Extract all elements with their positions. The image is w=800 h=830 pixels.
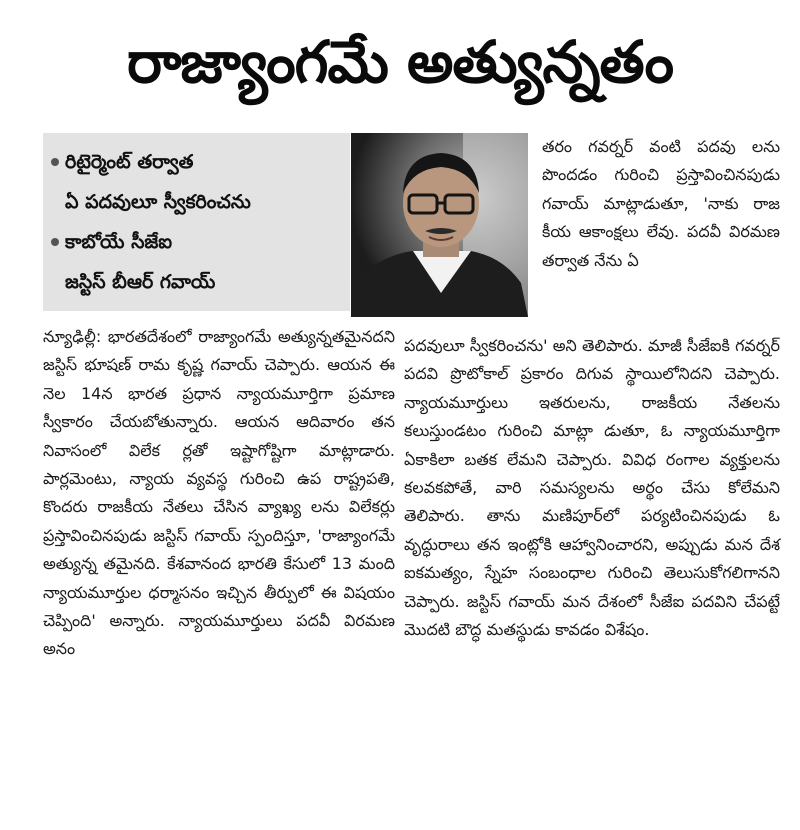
highlight-line: ఏ పదవులూ స్వీకరించను (65, 191, 251, 213)
bullet-icon (51, 158, 59, 166)
bullet-icon (51, 238, 59, 246)
headline: రాజ్యాంగమే అత్యున్నతం (126, 28, 674, 96)
highlight-line: కాబోయే సీజేఐ (65, 231, 173, 253)
article-paragraph: పదవులూ స్వీకరించను' అని తెలిపారు. మాజీ సీజేఐకి గవర్నర్ పదవి ప్రొటోకాల్ ప్రకారం దిగువ స్థాయిలోనిదని చెప్పారు. న్యాయమూర్తులు ఇతరులను, రాజకీయ నేతలను కలుస్తుండటం గురించి మాట్లా డుతూ, ఓ న్యాయమూర్తిగా ఏకాకిలా బతక లేమని చెప్పారు. వివిధ రంగాల వ్యక్తులను కలవకపోతే, వారి సమస్యలను అర్థం చేసు కోలేమని తెలిపారు. తాను మణిపూర్‌లో పర్యటించినపుడు ఓ వృద్ధురాలు తన ఇంట్లోకి ఆహ్వానించారని, అప్పుడు మన దేశ ఐకమత్యం, స్నేహ సంబంధాల గురించి తెలుసుకోగలిగానని చెప్పారు. జస్టిస్ గవాయ్ మన దేశంలో సీజేఐ పదవిని చేపట్టే మొదటి బౌద్ధ మతస్థుడు కావడం విశేషం. (404, 336, 780, 640)
portrait-photo (351, 133, 528, 317)
article-column-left (43, 323, 395, 664)
article-column-right-bottom (404, 332, 780, 644)
highlight-line: జస్టిస్ బీఆర్ గవాయ్ (65, 271, 216, 293)
portrait-illustration (351, 133, 528, 317)
article-paragraph: తరం గవర్నర్ వంటి పదవు లను పొందడం గురించి ప్రస్తావించినపుడు గవాయ్ మాట్లాడుతూ, 'నాకు రాజ కీయ ఆకాంక్షలు లేవు. పదవీ విరమణ తర్వాత నేను ఏ (542, 137, 780, 270)
highlight-box (43, 133, 350, 311)
article-column-right-top (542, 133, 780, 275)
article-paragraph: న్యూఢిల్లీ: భారతదేశంలో రాజ్యాంగమే అత్యున్నతమైనదని జస్టిస్ భూషణ్ రామ కృష్ణ గవాయ్ చెప్పారు. ఆయన ఈ నెల 14న భారత ప్రధాన న్యాయమూర్తిగా ప్రమాణ స్వీకారం చేయబోతున్నారు. ఆయన ఆదివారం తన నివాసంలో విలేక ర్లతో ఇష్టాగోష్టిగా మాట్లాడారు. పార్లమెంటు, న్యాయ వ్యవస్థ గురించి ఉప రాష్ట్రపతి, కొందరు రాజకీయ నేతలు చేసిన వ్యాఖ్య లను విలేకర్లు ప్రస్తావించినపుడు జస్టిస్ గవాయ్ స్పందిస్తూ, 'రాజ్యాంగమే అత్యున్న తమైనది. కేశవానంద భారతి కేసులో 13 మంది న్యాయమూర్తుల ధర్మాసనం ఇచ్చిన తీర్పులో ఈ విషయం చెప్పింది' అన్నారు. న్యాయమూర్తులు పదవీ విరమణ అనం (43, 327, 395, 659)
highlight-line: రిటైర్మెంట్ తర్వాత (65, 151, 194, 173)
